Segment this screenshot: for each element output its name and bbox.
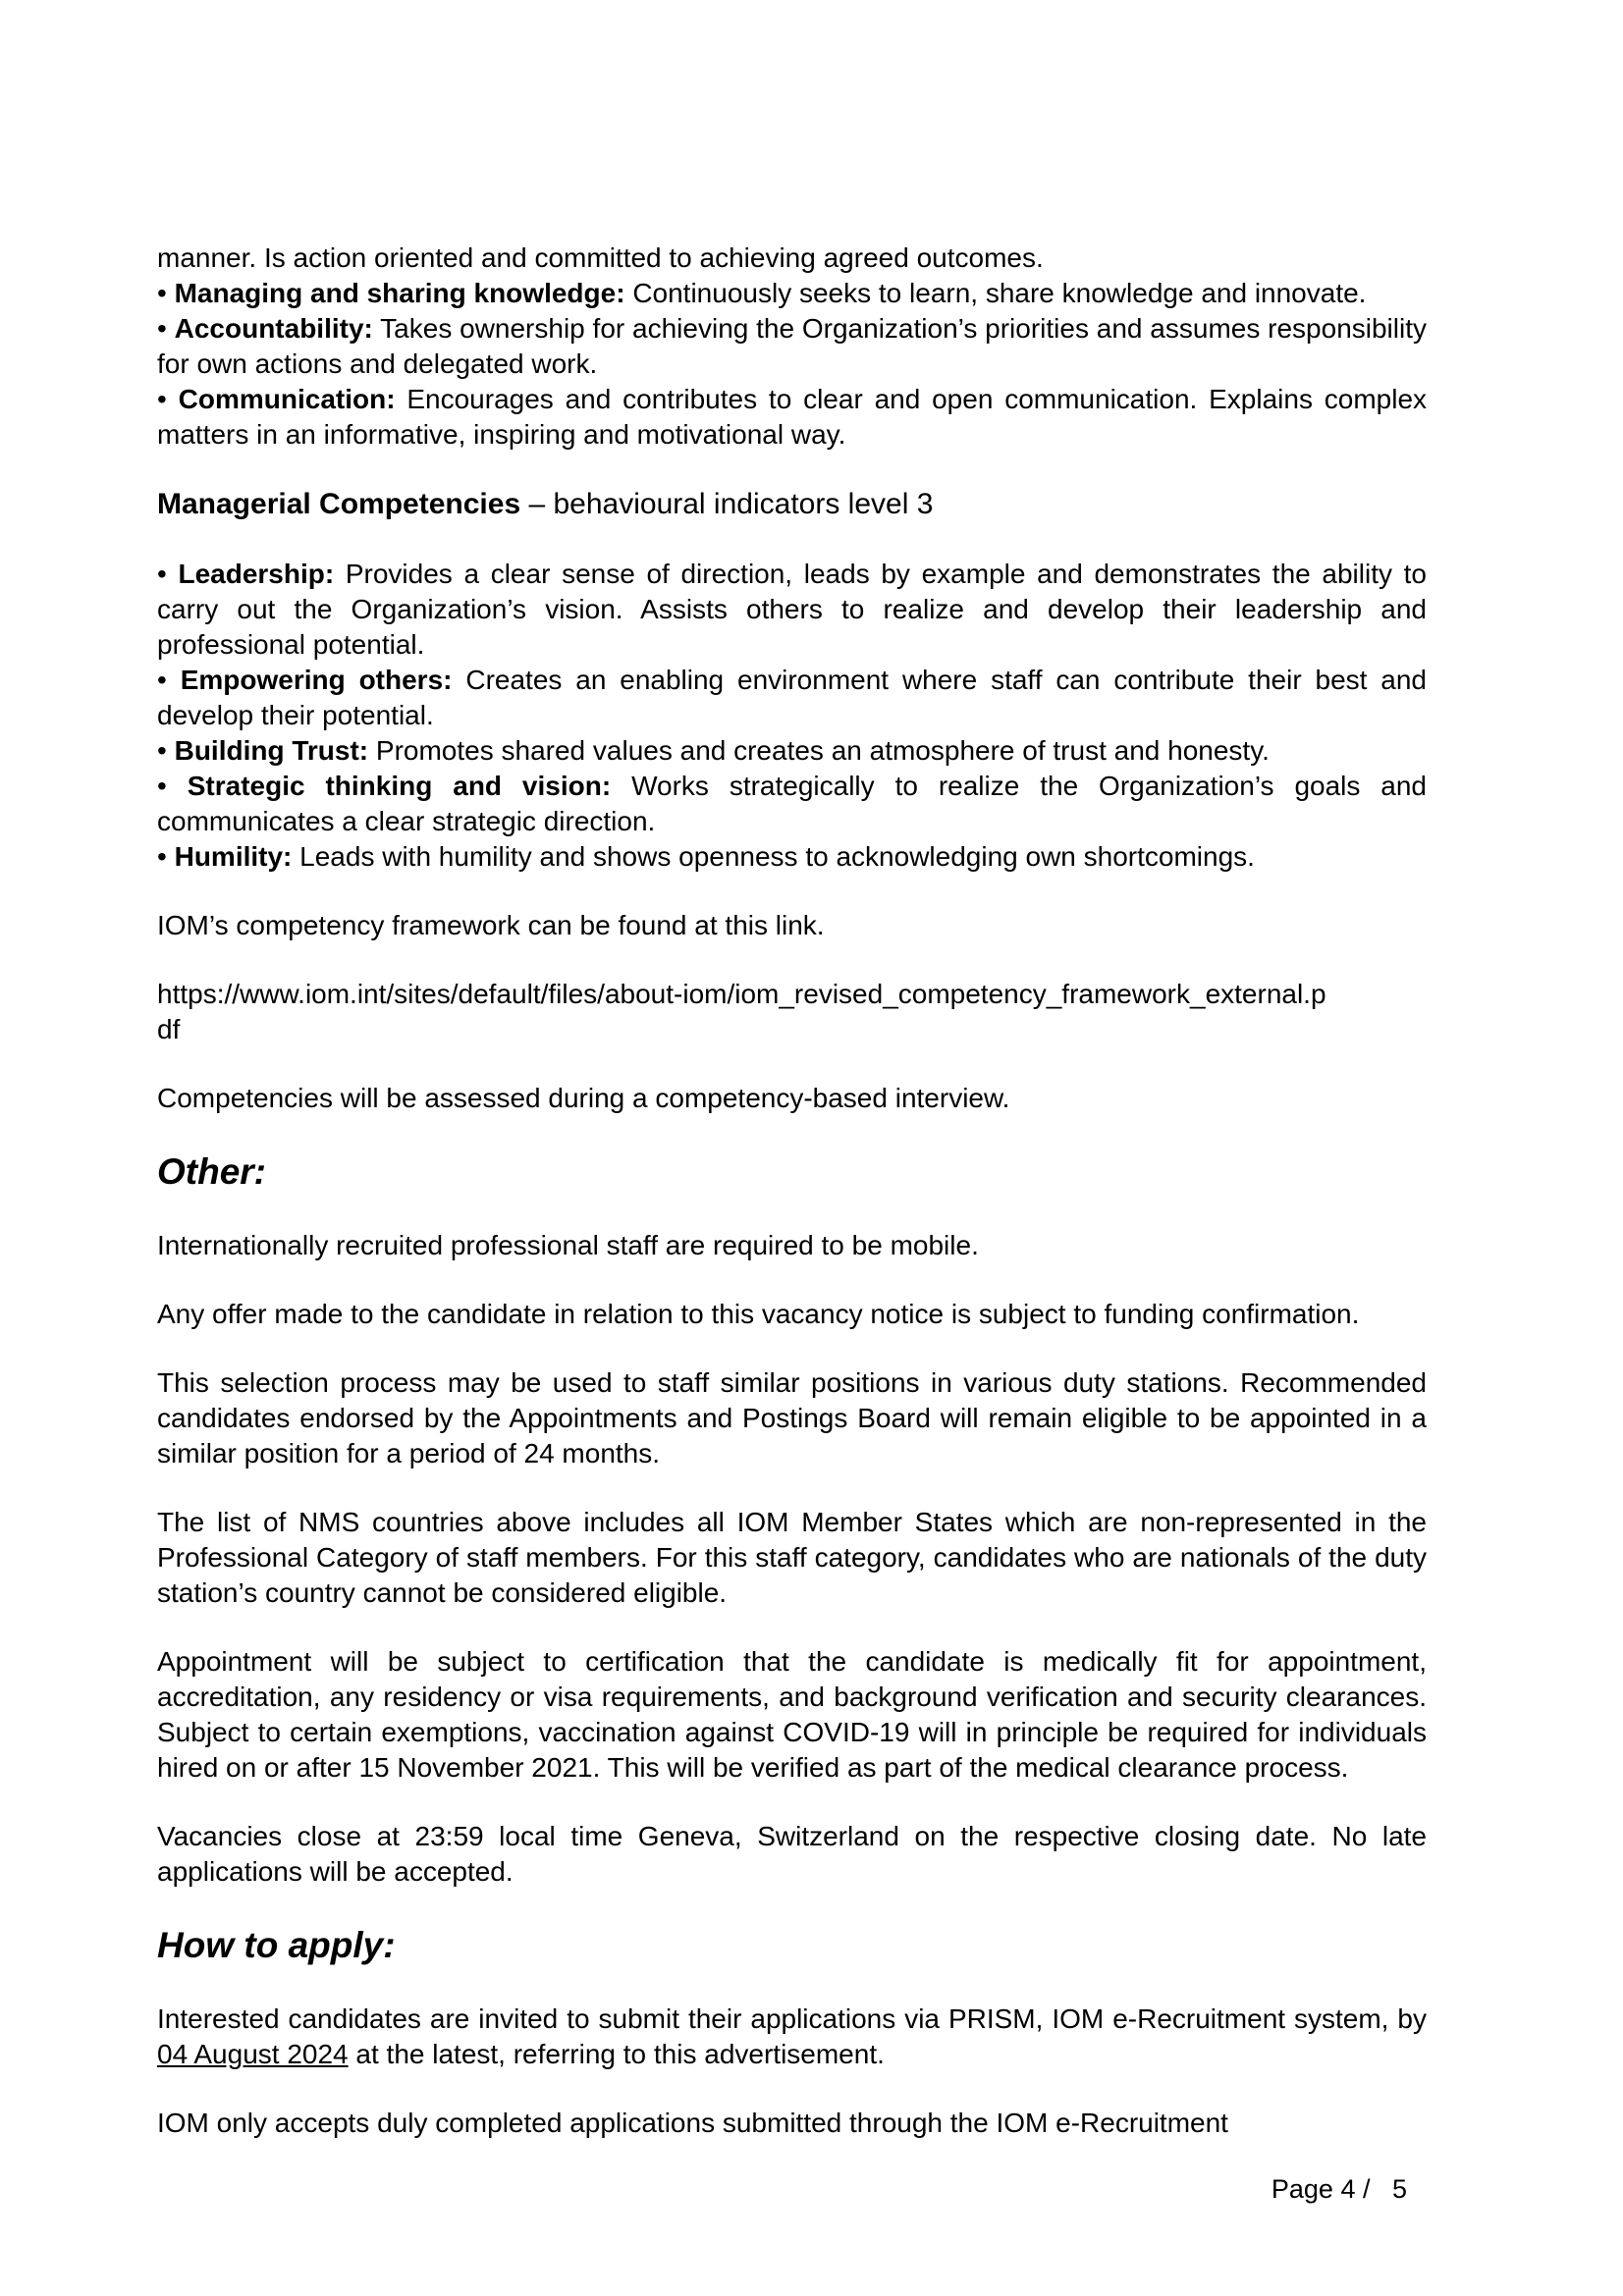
core-competencies-block [157,240,1427,453]
bullet-text: Promotes shared values and creates an atmosphere of trust and honesty. [375,735,1270,766]
bullet-term: Empowering others: [180,665,453,695]
apply-text-after-date: at the latest, referring to this advertisement. [355,2039,885,2069]
intro-continuation-line: manner. Is action oriented and committed to achieving agreed outcomes. [157,242,1044,273]
bullet-text: Works strategically to realize the Organization’s goals and communicates a clear strategic direction. [157,771,1428,836]
bullet-term: Communication: [178,384,396,414]
bullet-text: Takes ownership for achieving the Organization’s priorities and assumes responsibility for own actions and delegated work. [157,313,1427,379]
page-number-indicator: Page 4 / 5 [1271,2174,1407,2204]
other-paragraph-nms-countries: The list of NMS countries above includes all IOM Member States which are non-represented in the Professional Category of staff members. For this staff category, candidates who are nationals of the duty station’s country cannot be considered eligible. [157,1507,1427,1608]
bullet-text: Continuously seeks to learn, share knowledge and innovate. [632,278,1367,308]
bullet-text: Encourages and contributes to clear and open communication. Explains complex matters in an informative, inspiring and motivational way. [157,384,1428,450]
bullet-marker: • [157,735,167,766]
other-section-heading: Other: [157,1151,266,1192]
bullet-marker: • [157,771,167,801]
other-paragraph-funding: Any offer made to the candidate in relation to this vacancy notice is subject to funding confirmation. [157,1299,1360,1329]
other-paragraph-appointment-conditions: Appointment will be subject to certification that the candidate is medically fit for appointment, accreditation, any residency or visa requirements, and background verification and security clearances. Subject to certain exemptions, vaccination against COVID-19 will in principle be required for individuals hired on or after 15 November 2021. This will be verified as part of the medical clearance process. [157,1646,1427,1783]
heading-rest-part: – behavioural indicators level 3 [528,488,934,520]
bullet-marker: • [157,278,167,308]
bullet-humility [157,839,1427,875]
url-line-2: df [157,1014,181,1044]
bullet-text: Provides a clear sense of direction, leads by example and demonstrates the ability to carry out the Organization’s vision. Assists others to realize and develop their leadership and professional potential. [157,559,1427,660]
bullet-marker: • [157,665,167,695]
bullet-marker: • [157,841,167,872]
bullet-text: Creates an enabling environment where staff can contribute their best and develop their potential. [157,665,1428,730]
competencies-assessment-note: Competencies will be assessed during a competency-based interview. [157,1083,1010,1113]
apply-instructions-paragraph [157,2002,1427,2072]
bullet-marker: • [157,559,167,589]
framework-url [157,977,1427,1047]
apply-text-before-date: Interested candidates are invited to submit their applications via PRISM, IOM e-Recruitment system, by [157,2003,1427,2034]
framework-link-intro: IOM’s competency framework can be found at this link. [157,910,825,940]
bullet-communication [157,382,1427,453]
bullet-empowering-others [157,663,1427,733]
url-line-1: https://www.iom.int/sites/default/files/about-iom/iom_revised_competency_framework_external.p [157,979,1326,1009]
bullet-accountability [157,311,1427,382]
bullet-leadership [157,557,1427,663]
bullet-marker: • [157,384,167,414]
application-deadline-date: 04 August 2024 [157,2039,349,2069]
bullet-building-trust [157,733,1427,769]
bullet-managing-knowledge [157,276,1427,311]
erecruitment-only-line: IOM only accepts duly completed applications submitted through the IOM e-Recruitment [157,2108,1228,2138]
bullet-term: Leadership: [178,559,335,589]
other-paragraph-selection-process: This selection process may be used to staff similar positions in various duty stations. Recommended candidates endorsed by the Appointments and Postings Board will remain eligible to be appointed in a similar position for a period of 24 months. [157,1367,1427,1468]
other-paragraph-mobility: Internationally recruited professional staff are required to be mobile. [157,1230,979,1260]
bullet-term: Humility: [174,841,293,872]
how-to-apply-heading: How to apply: [157,1925,396,1965]
bullet-term: Accountability: [174,313,373,344]
heading-bold-part: Managerial Competencies [157,488,521,520]
other-paragraph-vacancy-closing: Vacancies close at 23:59 local time Geneva, Switzerland on the respective closing date. No late applications will be accepted. [157,1821,1427,1887]
bullet-term: Strategic thinking and vision: [187,771,612,801]
managerial-competencies-heading [157,486,1427,523]
bullet-marker: • [157,313,167,344]
bullet-strategic-thinking [157,769,1427,839]
bullet-term: Managing and sharing knowledge: [174,278,625,308]
bullet-text: Leads with humility and shows openness to acknowledging own shortcomings. [299,841,1255,872]
managerial-competencies-block [157,557,1427,875]
bullet-term: Building Trust: [174,735,369,766]
